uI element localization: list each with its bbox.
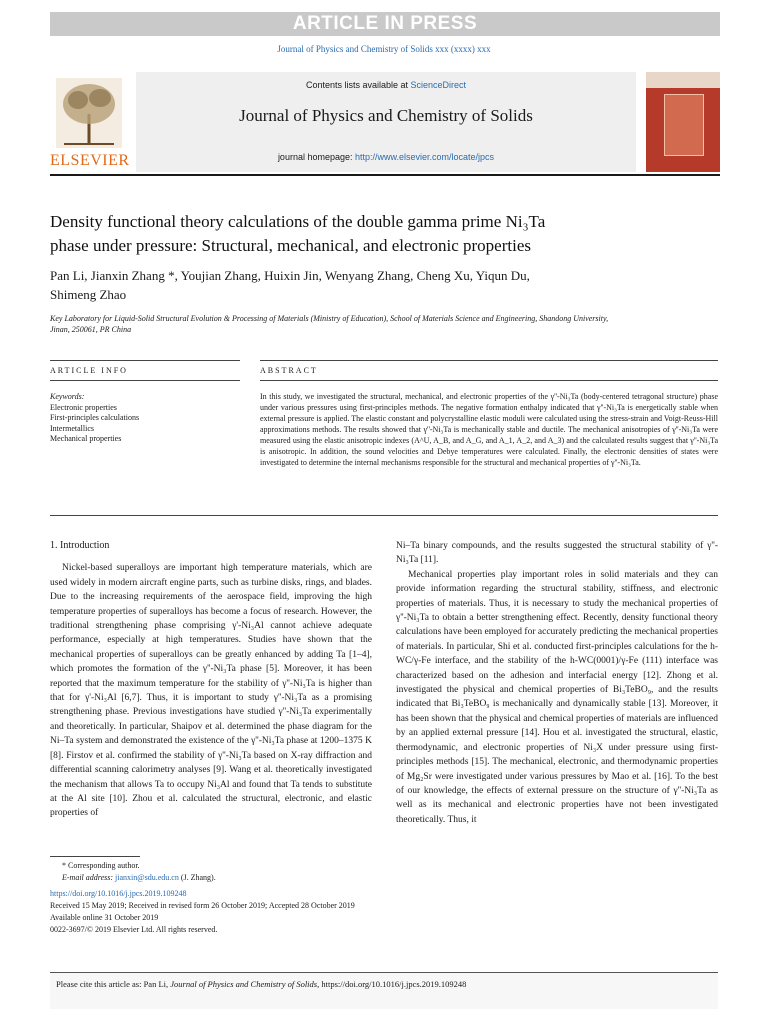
divider [50, 380, 240, 381]
cover-artwork [664, 94, 704, 156]
right-column [396, 539, 718, 827]
article-in-press-banner: ARTICLE IN PRESS [50, 12, 720, 36]
citation-text [50, 973, 718, 995]
journal-reference-line[interactable]: Journal of Physics and Chemistry of Solids xxx (xxxx) xxx [277, 44, 491, 54]
keywords-label: Keywords: [50, 392, 85, 401]
article-info-heading: ARTICLE INFO [50, 366, 128, 375]
homepage-link[interactable]: http://www.elsevier.com/locate/jpcs [355, 152, 495, 162]
email-suffix: (J. Zhang). [178, 873, 216, 882]
article-title [50, 210, 730, 258]
authors-line: Pan Li, Jianxin Zhang *, Youjian Zhang, Huixin Jin, Wenyang Zhang, Cheng Xu, Yiqun Du, [50, 268, 530, 283]
divider [50, 360, 240, 361]
email-line [50, 872, 380, 884]
sciencedirect-link[interactable]: ScienceDirect [410, 80, 467, 90]
doi-link[interactable]: https://doi.org/10.1016/j.jpcs.2019.109248 [50, 889, 187, 898]
abstract-heading: ABSTRACT [260, 366, 318, 375]
email-label: E-mail address: [62, 873, 116, 882]
copyright-line: 0022-3697/© 2019 Elsevier Ltd. All rights reserved. [50, 925, 218, 934]
keyword-item: Electronic properties [50, 402, 117, 412]
publisher-name: ELSEVIER [50, 152, 130, 169]
divider [260, 360, 718, 361]
homepage-label: journal homepage: [277, 152, 355, 162]
keyword-item: First-principles calculations [50, 413, 140, 422]
footnotes [50, 860, 380, 936]
keyword-item: Intermetallics [50, 423, 94, 433]
introduction-heading: 1. Introduction [50, 540, 110, 551]
journal-cover-thumbnail[interactable] [646, 72, 720, 172]
divider [50, 515, 718, 516]
received-dates: Received 15 May 2019; Received in revised form 26 October 2019; Accepted 28 October 2019 [50, 901, 355, 910]
article-title-line: Density functional theory calculations of the double gamma prime Ni₃Ta [50, 212, 546, 231]
divider [260, 380, 718, 381]
corresponding-author-note: * Corresponding author. [62, 861, 140, 870]
journal-masthead [50, 72, 720, 176]
authors-line: Shimeng Zhao [50, 287, 127, 302]
citation-prefix: Please cite this article as: Pan Li, [56, 979, 171, 989]
footnote-divider [50, 856, 140, 857]
contents-available-line [136, 80, 636, 90]
citation-doi[interactable]: , https://doi.org/10.1016/j.jpcs.2019.109248 [317, 979, 467, 989]
contents-prefix: Contents lists available at [305, 80, 411, 90]
affiliation: Key Laboratory for Liquid-Solid Structural Evolution & Processing of Materials (Ministry of Education), School of Materials Science and Engineering, Shandong University, Jinan, 250061, PR China [50, 314, 609, 334]
article-title-line: phase under pressure: Structural, mechanical, and electronic properties [50, 236, 531, 255]
body-paragraph: Nickel-based superalloys are important high temperature materials, which are used widely in modern aircraft engine parts, such as turbine disks, rings, and blades. Due to the increasing requirements of the aerospace field, improving the high temperature properties of superalloys has become a focus of research. However, the traditional strengthening phase comprising γ'-Ni₃Al cannot achieve adequate performance, especially at high temperatures. Studies have shown that the mechanical properties of superalloys can be greatly enhanced by adding Ta [1–4], which promotes the formation of the γ''-Ni₃Ta phase [5]. Moreover, it has been reported that the maximum temperature for the stability of γ''-Ni₃Ta is higher than that for γ'-Ni₃Al [6,7]. Thus, it is important to study γ''-Ni₃Ta as a promising strengthening phase. Previous investigations have studied γ''-Ni₃Ta experimentally and theoretically. In particular, Shaipov et al. determined the phase diagram for the Ni–Ta system and demonstrated the existence of the γ''-Ni₃Ta phase at 1200–1375 K [8]. Firstov et al. confirmed the stability of γ''-Ni₃Ta based on X-ray diffraction and differential scanning calorimetry analyses [9]. Wang et al. theoretically investigated the mechanism that allows Ta to occupy Ni₃Al and found that Ta tends to substitute at the Al site [10]. Zhou et al. calculated the structural, electronic, and elastic properties of [50, 563, 372, 819]
body-paragraph: Ni–Ta binary compounds, and the results suggested the structural stability of γ''-Ni₃Ta [11]. [396, 541, 718, 566]
elsevier-logo[interactable] [50, 78, 128, 170]
keywords-block [50, 392, 240, 445]
abstract-text: In this study, we investigated the structural, mechanical, and electronic properties of the γ''-Ni₃Ta (body-centered tetragonal structure) phase under various pressures using first-principles methods. The negative formation enthalpy indicated that γ''-Ni₃Ta is energetically stable when external pressure is applied. The elastic constant and polycrystalline elastic moduli were calculated using the stress-strain and Voigt-Reuss-Hill approximations methods. The results showed that γ''-Ni₃Ta is mechanically stable and ductile. The mechanical anisotropies of γ''-Ni₃Ta were measured using the elastic anisotropic indexes (A^U, A_B, and A_G, and A_1, A_2, and A_3) and the calculated results suggest that γ''-Ni₃Ta is anisotropic. In addition, the sound velocities and Debye temperatures were calculated. Finally, the electronic densities of states were investigated to determine the internal mechanisms responsible for the structural and mechanical properties of γ''-Ni₃Ta. [260, 392, 718, 467]
author-list [50, 266, 730, 304]
email-link[interactable]: jianxin@sdu.edu.cn [115, 873, 179, 882]
cover-header-band [646, 72, 720, 88]
citation-box [50, 972, 718, 1009]
journal-homepage-line [136, 152, 636, 162]
journal-title[interactable]: Journal of Physics and Chemistry of Solids [239, 106, 533, 125]
available-online: Available online 31 October 2019 [50, 913, 159, 922]
citation-journal: Journal of Physics and Chemistry of Solids [170, 979, 318, 989]
left-column [50, 539, 372, 821]
elsevier-tree-icon [56, 78, 122, 148]
masthead-center-panel [136, 72, 636, 172]
body-paragraph: Mechanical properties play important roles in solid materials and they can provide information regarding the structural stability, stiffness, and electronic properties of materials. Thus, it is necessary to study the mechanical properties of γ''-Ni₃Ta to obtain a better strengthening effect. Recently, density functional theory calculations have been employed for accurately predicting the mechanical properties of materials. In particular, Shi et al. conducted first-principles calculations for the h-WC/γ-Fe interface, and the stability of the h-WC(0001)/γ-Fe (111) interface was characterized based on the adhesion and interfacial energy [12]. Zhong et al. investigated the physical and chemical properties of Bi₃TeBO₉, and the results indicated that Bi₃TeBO₉ is mechanically and dynamically stable [13]. Moreover, it has been shown that the physical and chemical properties of materials are influenced by an applied external pressure [14]. Hou et al. investigated the structural, elastic, thermodynamic, and electronic properties of Ni₃X under pressure using first-principles methods [15]. The mechanical, electronic, and thermodynamic properties of Mg₂Sr were investigated under various pressures by Mao et al. [16]. To the best of our knowledge, the effects of external pressure on the structure of γ''-Ni₃Ta as well as its mechanical and electronic properties have not been investigated theoretically. Thus, it [396, 569, 718, 825]
keyword-item: Mechanical properties [50, 434, 122, 443]
